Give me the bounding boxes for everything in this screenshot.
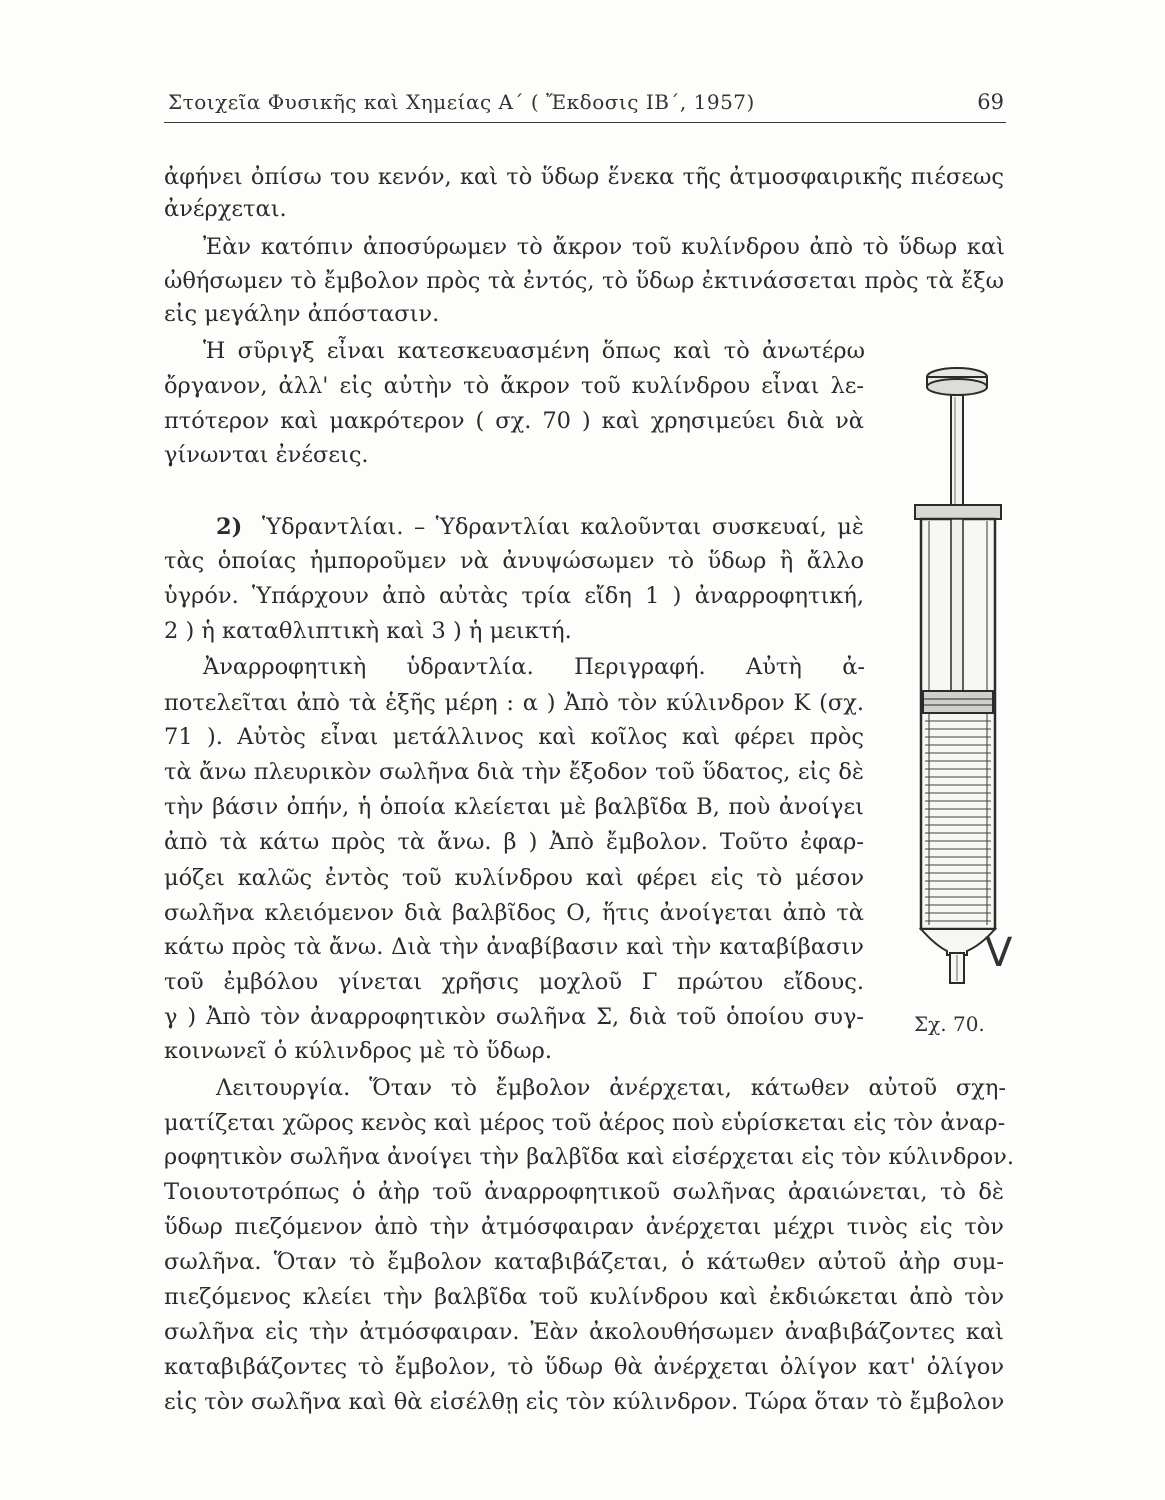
- text-line: τὰ ἄνω πλευρικὸν σωλῆνα διὰ τὴν ἔξοδον τοῦ ὕδατος, εἰς δὲ: [164, 759, 864, 785]
- page-number: 69: [977, 90, 1004, 114]
- text-line: εἰς τὸν σωλῆνα καὶ θὰ εἰσέλθῃ εἰς τὸν κύλινδρον. Τώρα ὅταν τὸ ἔμβολον: [164, 1389, 1005, 1415]
- text-line: τὴν βάσιν ὀπήν, ἡ ὁποία κλείεται μὲ βαλβῖδα Β, ποὺ ἀνοίγει: [164, 794, 864, 820]
- text-line: 2 ) ἡ καταθλιπτικὴ καὶ 3 ) ἡ μεικτή.: [164, 618, 572, 644]
- section-heading-line: Ὑδραντλίαι. – Ὑδραντλίαι καλοῦνται συσκευαί, μὲ: [262, 514, 864, 540]
- text-line: Τοιουτοτρόπως ὁ ἀὴρ τοῦ ἀναρροφητικοῦ σωλῆνας ἀραιώνεται, τὸ δὲ: [164, 1179, 1004, 1205]
- text-line: γ ) Ἀπὸ τὸν ἀναρροφητικὸν σωλῆνα Σ, διὰ τοῦ ὁποίου συγ-: [164, 1004, 864, 1030]
- running-header: [164, 88, 1006, 123]
- text-line: εἰς μεγάλην ἀπόστασιν.: [164, 301, 440, 327]
- text-line: 71 ). Αὐτὸς εἶναι μετάλλινος καὶ κοῖλος καὶ φέρει πρὸς: [164, 724, 864, 750]
- text-line: τοῦ ἐμβόλου γίνεται χρῆσις μοχλοῦ Γ πρώτου εἴδους.: [164, 969, 864, 995]
- text-line: Ἀναρροφητικὴ ὑδραντλία. Περιγραφή. Αὐτὴ ἀ-: [203, 654, 865, 680]
- text-line: ὑγρόν. Ὑπάρχουν ἀπὸ αὐτὰς τρία εἴδη 1 ) ἀναρροφητική,: [164, 583, 864, 609]
- text-line: κάτω πρὸς τὰ ἄνω. Διὰ τὴν ἀναβίβασιν καὶ τὴν καταβίβασιν: [164, 934, 864, 960]
- text-line: Ἡ σῦριγξ εἶναι κατεσκευασμένη ὅπως καὶ τὸ ἀνωτέρω: [203, 338, 865, 364]
- text-line: σωλῆνα. Ὅταν τὸ ἔμβολον καταβιβάζεται, ὁ κάτωθεν αὐτοῦ ἀὴρ συμ-: [164, 1249, 1004, 1275]
- text-line: πιεζόμενος κλείει τὴν βαλβῖδα τοῦ κυλίνδρου καὶ ἐκδιώκεται ἀπὸ τὸν: [164, 1284, 1004, 1310]
- text-line: ὕδωρ πιεζόμενον ἀπὸ τὴν ἀτμόσφαιραν ἀνέρχεται μέχρι τινὸς εἰς τὸν: [164, 1214, 1004, 1240]
- text-line: Λειτουργία. Ὅταν τὸ ἔμβολον ἀνέρχεται, κάτωθεν αὐτοῦ σχη-: [216, 1075, 1006, 1101]
- text-line: σωλῆνα κλειόμενον διὰ βαλβῖδος Ο, ἥτις ἀνοίγεται ἀπὸ τὰ: [164, 900, 864, 926]
- text-line: ματίζεται χῶρος κενὸς καὶ μέρος τοῦ ἀέρος ποὺ εὑρίσκεται εἰς τὸν ἀναρ-: [164, 1110, 1006, 1136]
- text-line: ὄργανον, ἀλλ' εἰς αὐτὴν τὸ ἄκρον τοῦ κυλίνδρου εἶναι λε-: [164, 373, 864, 399]
- text-line: κοινωνεῖ ὁ κύλινδρος μὲ τὸ ὕδωρ.: [164, 1038, 552, 1064]
- text-line: μόζει καλῶς ἐντὸς τοῦ κυλίνδρου καὶ φέρει εἰς τὸ μέσον: [164, 865, 864, 891]
- text-line: ποτελεῖται ἀπὸ τὰ ἑξῆς μέρη : α ) Ἀπὸ τὸν κύλινδρον Κ (σχ.: [164, 690, 864, 716]
- figure-caption: Σχ. 70.: [914, 1012, 985, 1036]
- text-line: Ἐὰν κατόπιν ἀποσύρωμεν τὸ ἄκρον τοῦ κυλίνδρου ἀπὸ τὸ ὕδωρ καὶ: [203, 234, 1005, 260]
- margin-mark: V: [985, 930, 1013, 976]
- text-line: ἀπὸ τὰ κάτω πρὸς τὰ ἄνω. β ) Ἀπὸ ἔμβολον. Τοῦτο ἐφαρ-: [164, 829, 864, 855]
- text-line: πτότερον καὶ μακρότερον ( σχ. 70 ) καὶ χρησιμεύει διὰ νὰ: [164, 408, 864, 434]
- text-line: ἀφήνει ὀπίσω του κενόν, καὶ τὸ ὕδωρ ἕνεκα τῆς ἀτμοσφαιρικῆς πιέσεως: [164, 164, 1004, 190]
- header-title: Στοιχεῖα Φυσικῆς καὶ Χημείας Α΄ ( Ἔκδοσις ΙΒ΄, 1957): [168, 90, 755, 114]
- section-number: 2): [216, 514, 243, 540]
- syringe-illustration: [895, 355, 1015, 985]
- text-line: καταβιβάζοντες τὸ ἔμβολον, τὸ ὕδωρ θὰ ἀνέρχεται ὀλίγον κατ' ὀλίγον: [164, 1354, 1004, 1380]
- text-line: τὰς ὁποίας ἠμποροῦμεν νὰ ἀνυψώσωμεν τὸ ὕδωρ ἢ ἄλλο: [164, 548, 864, 574]
- text-line: ὠθήσωμεν τὸ ἔμβολον πρὸς τὰ ἐντός, τὸ ὕδωρ ἐκτινάσσεται πρὸς τὰ ἔξω: [164, 268, 1004, 294]
- text-line: σωλῆνα εἰς τὴν ἀτμόσφαιραν. Ἐὰν ἀκολουθήσωμεν ἀναβιβάζοντες καὶ: [164, 1319, 1004, 1345]
- text-line: ροφητικὸν σωλῆνα ἀνοίγει τὴν βαλβῖδα καὶ εἰσέρχεται εἰς τὸν κύλινδρον.: [164, 1144, 1015, 1170]
- text-line: ἀνέρχεται.: [164, 196, 287, 222]
- text-line: γίνωνται ἐνέσεις.: [164, 442, 369, 468]
